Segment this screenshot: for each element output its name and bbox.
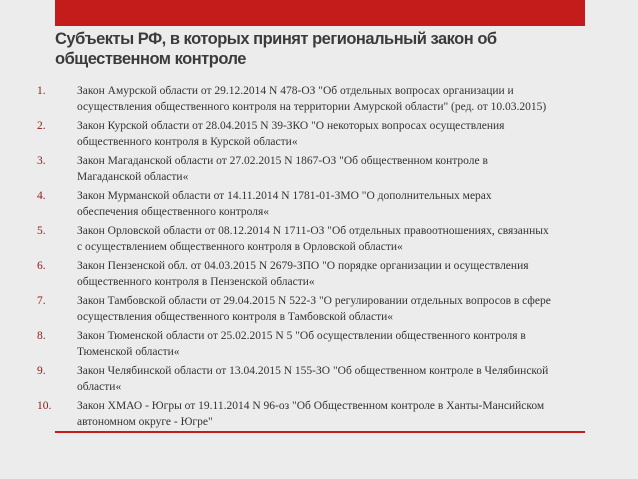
list-item-text-line: осуществления общественного контроля на территории Амурской области" (ред. от 10.03.2015) <box>77 101 547 113</box>
list-item-text-line: Закон Тамбовской области от 29.04.2015 N 522-З "О регулировании отдельных вопросов в сфере <box>77 295 551 307</box>
list-item-text <box>77 153 617 185</box>
slide-title-line-2: общественном контроле <box>55 50 246 68</box>
list-item-text-line: общественного контроля в Курской области« <box>77 136 298 148</box>
list-item-number: 5. <box>37 225 46 237</box>
list-item-text <box>77 328 617 360</box>
list-item-text-line: Тюменской области« <box>77 346 180 358</box>
top-accent-bar <box>55 0 585 26</box>
bottom-divider <box>55 431 585 433</box>
list-item-text-line: Закон Мурманской области от 14.11.2014 N 1781-01-ЗМО "О дополнительных мерах <box>77 190 492 202</box>
list-item <box>0 293 638 325</box>
list-item <box>0 188 638 220</box>
list-item <box>0 83 638 115</box>
list-item-text-line: общественного контроля в Пензенской области« <box>77 276 315 288</box>
list-item-number: 1. <box>37 85 46 97</box>
list-item-text-line: Закон Магаданской области от 27.02.2015 N 1867-ОЗ "Об общественном контроле в <box>77 155 488 167</box>
list-item <box>0 398 638 430</box>
list-item-number: 8. <box>37 330 46 342</box>
list-item-text-line: Закон Амурской области от 29.12.2014 N 478-ОЗ "Об отдельных вопросах организации и <box>77 85 514 97</box>
list-item-text <box>77 293 617 325</box>
list-item-number: 2. <box>37 120 46 132</box>
list-item-number: 7. <box>37 295 46 307</box>
list-item-text-line: Закон Пензенской обл. от 04.03.2015 N 2679-ЗПО "О порядке организации и осуществления <box>77 260 529 272</box>
list-item-text-line: области« <box>77 381 122 393</box>
list-item <box>0 118 638 150</box>
list-item-number: 4. <box>37 190 46 202</box>
list-item-text <box>77 258 617 290</box>
list-item-text <box>77 118 617 150</box>
slide-title-line-1: Субъекты РФ, в которых принят региональный закон об <box>55 30 497 48</box>
list-item <box>0 223 638 255</box>
list-item-text-line: осуществления общественного контроля в Тамбовской области« <box>77 311 394 323</box>
list-item-number: 6. <box>37 260 46 272</box>
list-item-text <box>77 223 617 255</box>
list-item-text-line: обеспечения общественного контроля« <box>77 206 270 218</box>
list-item-text-line: Закон Курской области от 28.04.2015 N 39-ЗКО "О некоторых вопросах осуществления <box>77 120 505 132</box>
list-item-text <box>77 83 617 115</box>
list-item-text-line: автономном округе - Югре" <box>77 416 213 428</box>
list-item-text-line: Закон Тюменской области от 25.02.2015 N 5 "Об осуществлении общественного контроля в <box>77 330 526 342</box>
list-item-text-line: Закон Челябинской области от 13.04.2015 N 155-ЗО "Об общественном контроле в Челябинской <box>77 365 549 377</box>
list-item-text <box>77 363 617 395</box>
list-item-text-line: Закон ХМАО - Югры от 19.11.2014 N 96-оз "Об Общественном контроле в Ханты-Мансийском <box>77 400 545 412</box>
list-item-number: 9. <box>37 365 46 377</box>
list-item <box>0 328 638 360</box>
list-item-number: 10. <box>37 400 52 412</box>
list-item-number: 3. <box>37 155 46 167</box>
list-item-text-line: с осуществлением общественного контроля в Орловской области« <box>77 241 403 253</box>
list-item-text <box>77 188 617 220</box>
slide-title <box>55 29 595 69</box>
list-item <box>0 363 638 395</box>
list-item <box>0 153 638 185</box>
list-item-text-line: Закон Орловской области от 08.12.2014 N 1711-ОЗ "Об отдельных правоотношениях, связанных <box>77 225 549 237</box>
list-item-text <box>77 398 617 430</box>
list-item <box>0 258 638 290</box>
list-item-text-line: Магаданской области« <box>77 171 189 183</box>
